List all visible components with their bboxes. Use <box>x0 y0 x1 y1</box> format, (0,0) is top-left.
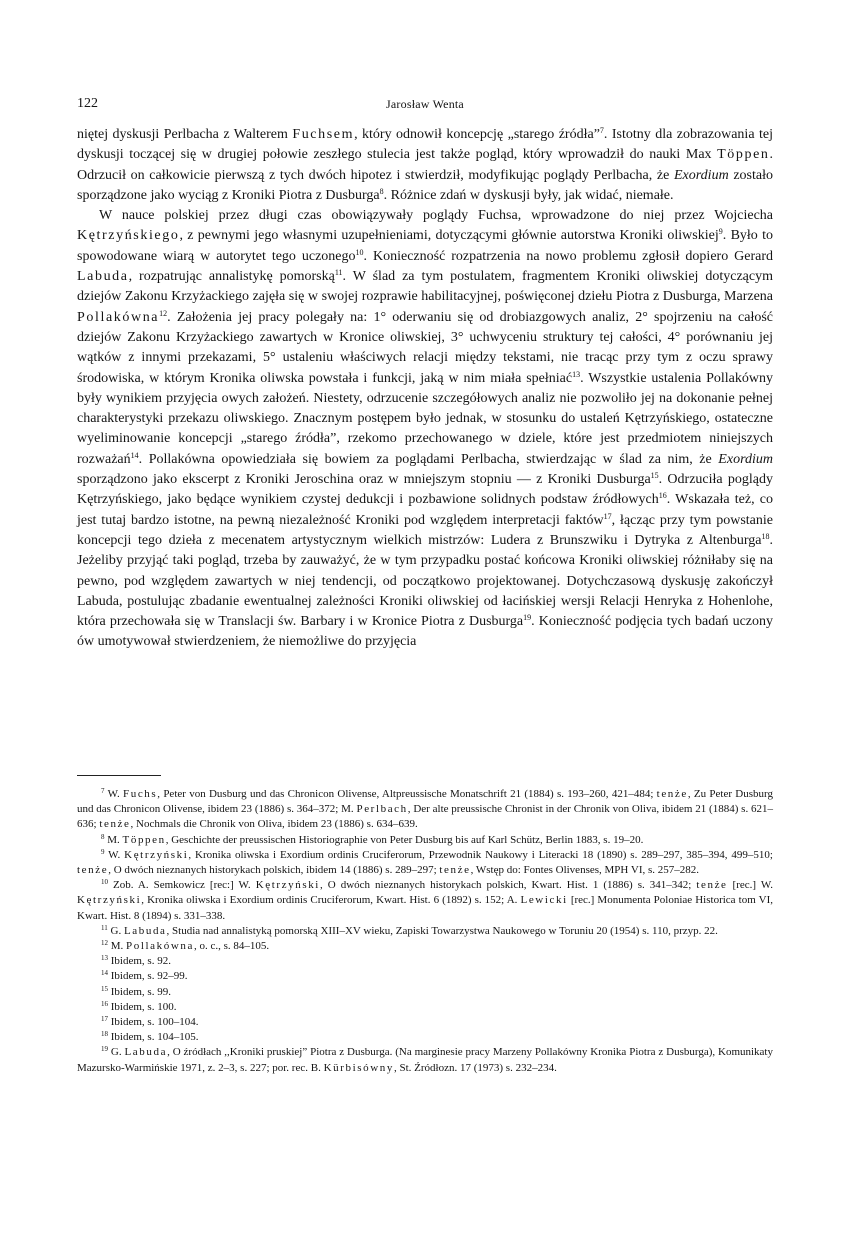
footnote-number: 15 <box>101 984 108 993</box>
footnote-text: , Der alte preussische Chronist in der Chronik von Oliva, ibidem 21 (1884) s. 621–636; <box>77 803 773 831</box>
footnote-text: M. <box>104 833 123 846</box>
text-run: . Założenia jej pracy polegały na: 1° oderwaniu się od drobiazgowych analiz, 2° spojrzeniu na całość dziejów Zakonu Krzyżackiego zawartych w Kronice oliwskiej, 3° uchwyceniu struktury tej całości, 4° porównaniu jej wątków z innymi przekazami, 5° ustaleniu właściwych relacji między tekstami, nie tracąc przy tym z oczu sprawy środowiska, w którym Kronika oliwska powstała i funkcji, jaką w nim miała spełniać <box>77 309 773 386</box>
paragraph-2 <box>77 206 773 653</box>
work-title: Exordium <box>718 451 773 467</box>
footnote-author: Töppen <box>122 833 166 846</box>
text-run: . Wskazała też, co jest tutaj bardzo istotne, na pewną niezależność Kroniki pod względem interpretacji faktów <box>77 492 773 528</box>
footnote-text: , Wstęp do: Fontes Olivenses, MPH VI, s. 257–282. <box>470 864 700 877</box>
footnote-text: , Studia nad annalistyką pomorską XIII–XV wieku, Zapiski Towarzystwa Naukowego w Toruniu 20 (1954) s. 110, przyp. 22. <box>166 924 718 937</box>
footnote-ref[interactable]: 10 <box>355 247 364 257</box>
footnote <box>77 1000 773 1015</box>
footnote-ref[interactable]: 14 <box>130 450 139 460</box>
footnote-number: 19 <box>101 1045 108 1054</box>
author-name: Kętrzyńskiego <box>77 228 180 244</box>
author-name: Labuda <box>77 269 129 285</box>
text-run: . Pollakówna opowiedziała się bowiem za poglądami Perlbacha, stwierdzając w ślad za nim, że <box>138 451 719 467</box>
footnote-text: G. <box>108 1046 125 1059</box>
footnote-ref[interactable]: 9 <box>718 227 723 237</box>
footnote-author: tenże <box>77 864 109 877</box>
page-number: 122 <box>77 96 98 111</box>
footnote-text: , Kronika oliwska i Exordium ordinis Cruciferorum, Kwart. Hist. 6 (1892) s. 152; A. <box>141 894 521 907</box>
footnote-text: Ibidem, s. 92. <box>108 955 171 968</box>
footnote-text: , St. Źródłozn. 17 (1973) s. 232–234. <box>393 1061 557 1074</box>
footnote-author: Kętrzyński <box>255 879 320 892</box>
footnote-ref[interactable]: 13 <box>572 369 581 379</box>
text-run: . Konieczność rozpatrzenia na nowo problemu zgłosił dopiero Gerard <box>363 248 773 264</box>
footnotes <box>77 787 773 1076</box>
footnote-text: , Peter von Dusburg und das Chronicon Olivense, Altpreussische Monatschrift 21 (1884) s. 193–260, 421–484; <box>157 788 657 800</box>
footnote-number: 17 <box>101 1015 108 1024</box>
text-run: , który odnowił koncepcję „starego źródła” <box>354 127 600 142</box>
footnote-author: tenże <box>696 879 728 892</box>
text-run: sporządzono jako ekscerpt z Kroniki Jeroschina oraz w mniejszym stopniu — z Kroniki Dusburga <box>77 472 651 488</box>
footnote-author: Labuda <box>124 1046 168 1059</box>
footnote-author: Kürbisówny <box>323 1061 394 1074</box>
footnote <box>77 1030 773 1045</box>
footnote-author: Labuda <box>123 924 167 937</box>
footnote <box>77 1015 773 1030</box>
text-run: , z pewnymi jego własnymi uzupełnieniami, dotyczącymi głównie autorstwa Kroniki oliwskiej <box>179 228 719 244</box>
footnote-text: Ibidem, s. 92–99. <box>108 970 188 983</box>
running-head: Jarosław Wenta <box>386 97 464 111</box>
footnote-text: , Kronika oliwska i Exordium ordinis Cruciferorum, Przewodnik Naukowy i Literacki 18 (1890) s. 289–297, 385–394, 499–510; <box>188 848 773 861</box>
page-header <box>77 96 773 114</box>
footnote <box>77 833 773 848</box>
footnote-text: Zob. A. Semkowicz [rec:] W. <box>108 879 256 892</box>
footnote-text: Ibidem, s. 104–105. <box>108 1031 199 1044</box>
footnote-text: W. <box>104 788 123 800</box>
footnote-text: M. <box>108 940 127 953</box>
footnote-author: Lewicki <box>520 894 568 907</box>
footnote-text: Ibidem, s. 100–104. <box>108 1016 199 1029</box>
footnote-number: 9 <box>101 847 105 856</box>
paragraph-1 <box>77 125 773 206</box>
footnote-text: , Nochmals die Chronik von Oliva, ibidem 23 (1886) s. 634–639. <box>130 818 418 831</box>
author-name: Pollakówna <box>77 309 160 325</box>
footnote-author: tenże <box>656 788 688 800</box>
footnote-text: [rec.] Monumenta Poloniae Historica tom VI, Kwart. Hist. 8 (1894) s. 331–338. <box>77 894 773 922</box>
footnote-ref[interactable]: 17 <box>603 511 612 521</box>
text-run: . Różnice zdań w dyskusji były, jak widać, niemałe. <box>383 187 674 203</box>
footnote-number: 11 <box>101 923 108 932</box>
footnote-text: , O źródłach ,,Kroniki pruskiej” Piotra z Dusburga. (Na marginesie pracy Marzeny Pollakówny Kronika Piotra z Dusburga), Komunikaty Mazursko-Warmińskie 1971, z. 2–3, s. 227; por. rec. B. <box>77 1046 773 1074</box>
footnote-text: Ibidem, s. 100. <box>108 1000 177 1013</box>
main-text <box>77 125 773 653</box>
footnote-text: , o. c., s. 84–105. <box>193 940 270 953</box>
footnote-number: 18 <box>101 1030 108 1039</box>
text-run: , rozpatrując annalistykę pomorską <box>128 269 335 285</box>
footnote-author: tenże <box>439 864 471 877</box>
footnote-text: , Geschichte der preussischen Historiographie von Peter Dusburg bis auf Karl Schütz, Berlin 1883, s. 19–20. <box>165 833 644 846</box>
text-run: . Jeżeliby przyjąć taki pogląd, trzeba by zauważyć, że w tym przypadku postać końcowa Kroniki oliwskiej różniłaby się na pewno, pod względem zawartych w niej tendencji, od początkowo projektowanej. Dotychczasową dyskusję zakończył Labuda, postulując zbadanie ewentualnej zależności Kroniki oliwskiej od łacińskiej wersji Relacji Henryka z Hohenlohe, która przechowała się w Translacji św. Barbary i w Kronice Piotra z Dusburga <box>77 532 773 630</box>
footnote-author: tenże <box>99 818 131 831</box>
text-run: . Wszystkie ustalenia Pollakówny były wynikiem przyjęcia owych założeń. Niestety, odrzucenie szczegółowych analiz nie pozwoliło jej na dokonanie pełnej charakterystyki przekazu oliwskiego. Znacznym postępem było jednak, w stosunku do ustaleń Kętrzyńskiego, ostateczne wyeliminowanie koncepcji „starego źródła”, rzekomo przechowanego w dziele, które jest przedmiotem niniejszych rozważań <box>77 370 773 467</box>
footnote-author: Kętrzyński <box>124 848 189 861</box>
footnote <box>77 924 773 939</box>
footnote-ref[interactable]: 7 <box>599 126 604 135</box>
footnote <box>77 878 773 924</box>
footnote-text: Ibidem, s. 99. <box>108 985 171 998</box>
text-run: , łącząc przy tym powstanie koncepcji tego dzieła z mecenatem artystycznym wielkich mistrzów: Ludera z Brunszwiku i Dytryka z Altenburga <box>77 512 773 548</box>
footnote-number: 8 <box>101 832 105 841</box>
footnote-text: , Zu Peter Dusburg und das Chronicon Olivense, ibidem 23 (1886) s. 364–372; M. <box>77 788 773 816</box>
footnote-author: Kętrzyński <box>77 894 142 907</box>
footnote-ref[interactable]: 15 <box>650 471 659 481</box>
footnote-ref[interactable]: 8 <box>379 186 384 196</box>
text-run: . Istotny dla zobrazowania tej dyskusji toczącej się w drugiej połowie zeszłego stulecia jest także pogląd, który wprowadził do nauki Max <box>77 127 773 163</box>
footnote <box>77 954 773 969</box>
text-run: . Odrzucił on całkowicie pierwszą z tych dwóch hipotez i stwierdził, modyfikując poglądy Perlbacha, że <box>77 147 773 183</box>
text-run: W nauce polskiej przez długi czas obowiązywały poglądy Fuchsa, wprowadzone do niej przez Wojciecha <box>99 208 773 224</box>
footnote-text: [rec.] W. <box>727 879 773 892</box>
footnote-author: Pollakówna <box>126 940 194 953</box>
footnote-text: , O dwóch nieznanych historykach polskich, Kwart. Hist. 1 (1886) s. 341–342; <box>319 879 697 892</box>
footnote-ref[interactable]: 16 <box>658 491 667 501</box>
footnote-ref[interactable]: 18 <box>761 531 770 541</box>
text-run: . Odrzuciła poglądy Kętrzyńskiego, jako będące wynikiem czystej dedukcji i pozbawione solidnych podstaw źródłowych <box>77 472 773 508</box>
footnote <box>77 1045 773 1075</box>
footnote-author: Fuchs <box>123 788 158 800</box>
footnote-number: 13 <box>101 954 108 963</box>
footnote-number: 14 <box>101 969 108 978</box>
footnote-separator <box>77 775 161 776</box>
footnote <box>77 848 773 878</box>
footnote-number: 16 <box>101 999 108 1008</box>
footnote-text: , O dwóch nieznanych historykach polskich, ibidem 14 (1886) s. 289–297; <box>108 864 440 877</box>
footnote <box>77 787 773 833</box>
footnote-number: 10 <box>101 878 108 887</box>
text-run: . Konieczność podjęcia tych badań uczony ów umotywował stwierdzeniem, że niemożliwe do przyjęcia <box>77 614 774 650</box>
work-title: Exordium <box>673 167 729 183</box>
footnote-author: Perlbach <box>356 803 408 816</box>
footnote <box>77 939 773 954</box>
text-run: niętej dyskusji Perlbacha z Walterem <box>77 127 293 142</box>
footnote-text: W. <box>104 848 125 861</box>
footnote-number: 12 <box>101 939 108 948</box>
footnote-text: G. <box>107 924 124 937</box>
footnote <box>77 969 773 984</box>
text-run: . W ślad za tym postulatem, fragmentem Kroniki oliwskiej dotyczącym dziejów Zakonu Krzyżackiego zajęła się w swojej rozprawie habilitacyjnej, poświęconej dziełu Piotra z Dusburga, Marzena <box>77 269 773 305</box>
footnote-ref[interactable]: 12 <box>159 308 168 318</box>
footnote-number: 7 <box>101 787 105 795</box>
footnote-ref[interactable]: 19 <box>523 613 532 623</box>
footnote-ref[interactable]: 11 <box>334 268 343 278</box>
author-name: Fuchsem <box>292 127 355 142</box>
author-name: Töppen <box>717 147 770 163</box>
text-run: . Było to spowodowane wiarą w autorytet tego uczonego <box>77 228 774 264</box>
text-run: zostało sporządzone jako wyciąg z Kroniki Piotra z Dusburga <box>77 167 773 203</box>
footnote <box>77 985 773 1000</box>
